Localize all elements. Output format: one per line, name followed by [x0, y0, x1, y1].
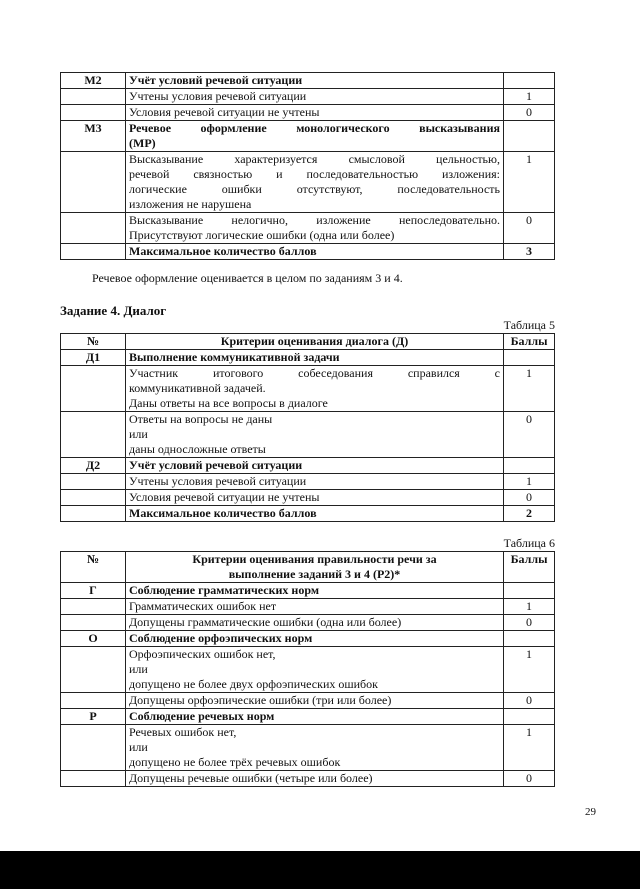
criterion-option: Условия речевой ситуации не учтены [126, 105, 504, 121]
score-cell [504, 350, 555, 366]
criterion-title: Соблюдение орфоэпических норм [126, 631, 504, 647]
table-row [61, 693, 555, 709]
score-cell: 0 [504, 615, 555, 631]
option-line: Ответы на вопросы не даны [129, 412, 273, 426]
criterion-title: Учёт условий речевой ситуации [126, 458, 504, 474]
criterion-option [126, 366, 504, 412]
criterion-code: М2 [61, 73, 126, 89]
option-line: логические ошибки отсутствуют, последовательность [129, 182, 500, 196]
criterion-title: Выполнение коммуникативной задачи [126, 350, 504, 366]
option-line: допущено не более двух орфоэпических ошибок [129, 677, 378, 691]
criteria-table-m [60, 72, 555, 260]
or-separator: или [129, 662, 148, 676]
criteria-table-speech [60, 551, 555, 787]
score-cell [504, 709, 555, 725]
table-row [61, 474, 555, 490]
page-number: 29 [585, 806, 596, 818]
table-row [61, 412, 555, 458]
score-cell: 1 [504, 474, 555, 490]
table-row [61, 73, 555, 89]
max-score-value: 2 [504, 506, 555, 522]
criterion-title: Соблюдение речевых норм [126, 709, 504, 725]
criteria-table-dialog [60, 333, 555, 522]
empty-cell [61, 366, 126, 412]
empty-cell [61, 693, 126, 709]
table-row [61, 105, 555, 121]
table-row [61, 647, 555, 693]
table-row [61, 709, 555, 725]
table-row [61, 152, 555, 213]
table-row [61, 366, 555, 412]
score-cell: 1 [504, 725, 555, 771]
table-row [61, 213, 555, 244]
score-cell: 1 [504, 366, 555, 412]
criterion-code: Д1 [61, 350, 126, 366]
criterion-title: Учёт условий речевой ситуации [126, 73, 504, 89]
column-header-score: Баллы [504, 552, 555, 583]
score-cell [504, 583, 555, 599]
criterion-option: Допущены орфоэпические ошибки (три или более) [126, 693, 504, 709]
empty-cell [61, 412, 126, 458]
empty-cell [61, 771, 126, 787]
criterion-title-line: Речевое оформление монологического высказывания [129, 121, 500, 135]
criterion-option: Грамматических ошибок нет [126, 599, 504, 615]
empty-cell [61, 89, 126, 105]
criterion-option: Допущены грамматические ошибки (одна или более) [126, 615, 504, 631]
column-header-criteria [126, 552, 504, 583]
column-header-score: Баллы [504, 334, 555, 350]
option-line: изложения не нарушена [129, 197, 252, 211]
score-cell: 0 [504, 490, 555, 506]
score-cell: 0 [504, 105, 555, 121]
score-cell: 0 [504, 693, 555, 709]
option-line: коммуникативной задачей. [129, 381, 266, 395]
criterion-option [126, 412, 504, 458]
score-cell: 0 [504, 213, 555, 244]
table-row [61, 244, 555, 260]
criterion-title: Соблюдение грамматических норм [126, 583, 504, 599]
table-row [61, 725, 555, 771]
column-header-criteria: Критерии оценивания диалога (Д) [126, 334, 504, 350]
criterion-code: Р [61, 709, 126, 725]
empty-cell [61, 599, 126, 615]
column-header-number: № [61, 552, 126, 583]
criterion-option [126, 725, 504, 771]
score-cell [504, 631, 555, 647]
score-cell: 0 [504, 771, 555, 787]
score-cell: 0 [504, 412, 555, 458]
score-cell [504, 458, 555, 474]
score-cell: 1 [504, 599, 555, 615]
option-line: Орфоэпических ошибок нет, [129, 647, 276, 661]
option-line: Высказывание нелогично, изложение непоследовательно. [129, 213, 500, 227]
table-row [61, 583, 555, 599]
score-cell: 1 [504, 647, 555, 693]
table-row [61, 121, 555, 152]
header-line: выполнение заданий 3 и 4 (Р2)* [228, 567, 401, 581]
max-score-label: Максимальное количество баллов [126, 506, 504, 522]
empty-cell [61, 725, 126, 771]
header-line: Критерии оценивания правильности речи за [192, 552, 437, 566]
or-separator: или [129, 740, 148, 754]
empty-cell [61, 615, 126, 631]
criterion-option [126, 647, 504, 693]
table-row [61, 89, 555, 105]
option-line: Высказывание характеризуется смысловой цельностью, [129, 152, 500, 166]
table-header-row [61, 334, 555, 350]
table-row [61, 615, 555, 631]
score-cell [504, 73, 555, 89]
criterion-title-line: (МР) [129, 136, 156, 150]
criterion-option: Условия речевой ситуации не учтены [126, 490, 504, 506]
criterion-code: Г [61, 583, 126, 599]
table-row [61, 506, 555, 522]
empty-cell [61, 213, 126, 244]
table-row [61, 631, 555, 647]
empty-cell [61, 105, 126, 121]
section-heading: Задание 4. Диалог [60, 303, 167, 318]
scan-border [0, 851, 640, 889]
note-text: Речевое оформление оценивается в целом по заданиям 3 и 4. [92, 271, 403, 285]
table-row [61, 771, 555, 787]
option-line: Речевых ошибок нет, [129, 725, 237, 739]
criterion-option: Учтены условия речевой ситуации [126, 89, 504, 105]
criterion-option: Учтены условия речевой ситуации [126, 474, 504, 490]
empty-cell [61, 244, 126, 260]
table-caption: Таблица 5 [503, 318, 555, 332]
empty-cell [61, 152, 126, 213]
empty-cell [61, 506, 126, 522]
empty-cell [61, 490, 126, 506]
option-line: речевой связностью и последовательностью изложения: [129, 167, 500, 181]
option-line: Участник итогового собеседования справился с [129, 366, 500, 380]
score-cell: 1 [504, 152, 555, 213]
score-cell [504, 121, 555, 152]
criterion-option [126, 152, 504, 213]
option-line: допущено не более трёх речевых ошибок [129, 755, 341, 769]
criterion-title [126, 121, 504, 152]
or-separator: или [129, 427, 148, 441]
option-line: даны односложные ответы [129, 442, 266, 456]
table-row [61, 350, 555, 366]
column-header-number: № [61, 334, 126, 350]
criterion-option [126, 213, 504, 244]
option-line: Присутствуют логические ошибки (одна или более) [129, 228, 395, 242]
criterion-code: Д2 [61, 458, 126, 474]
score-cell: 1 [504, 89, 555, 105]
max-score-value: 3 [504, 244, 555, 260]
table-row [61, 599, 555, 615]
criterion-code: М3 [61, 121, 126, 152]
criterion-option: Допущены речевые ошибки (четыре или более) [126, 771, 504, 787]
table-caption: Таблица 6 [503, 536, 555, 550]
criterion-code: О [61, 631, 126, 647]
max-score-label: Максимальное количество баллов [126, 244, 504, 260]
table-header-row [61, 552, 555, 583]
table-row [61, 490, 555, 506]
option-line: Даны ответы на все вопросы в диалоге [129, 396, 328, 410]
table-row [61, 458, 555, 474]
empty-cell [61, 474, 126, 490]
empty-cell [61, 647, 126, 693]
